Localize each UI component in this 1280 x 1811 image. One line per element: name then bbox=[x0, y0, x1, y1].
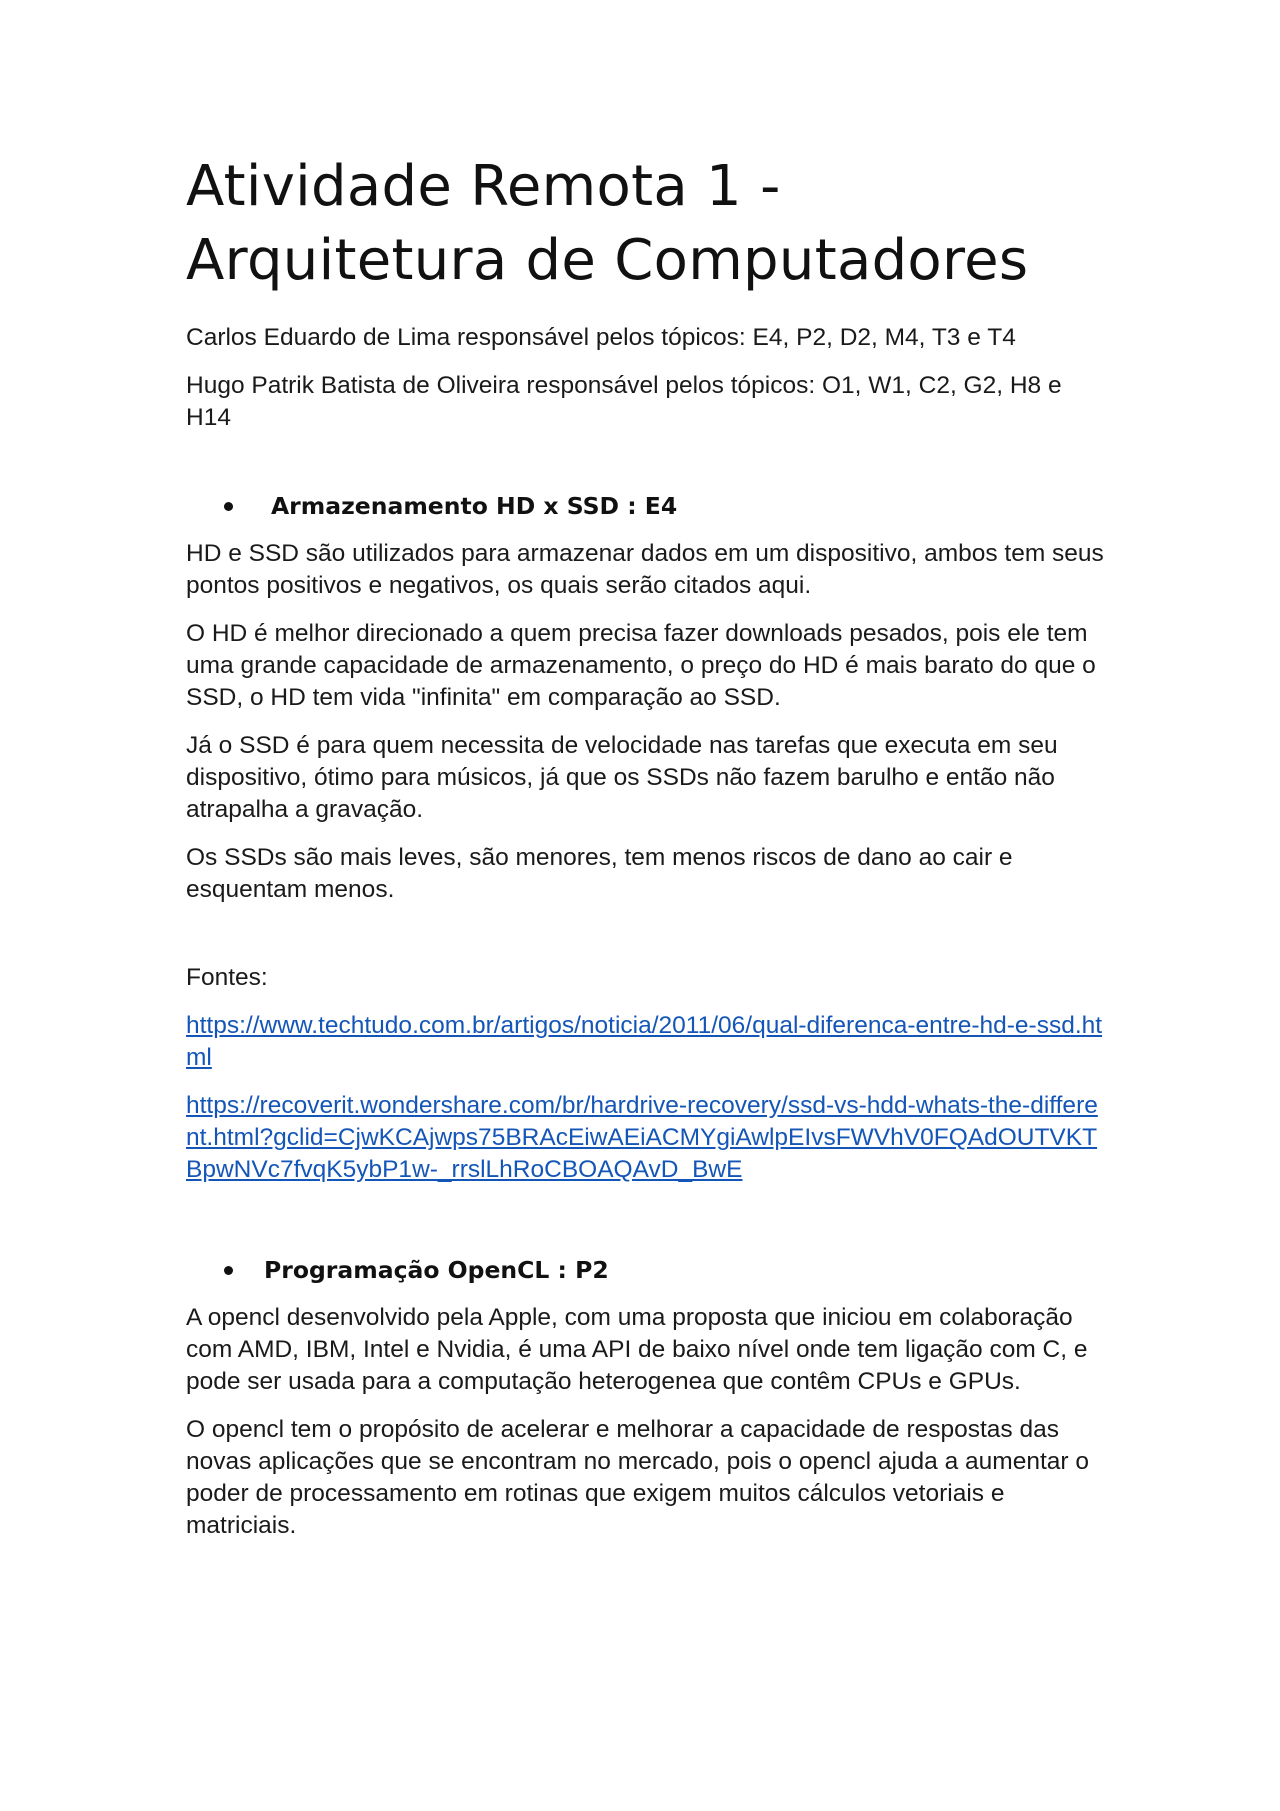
vertical-spacer bbox=[186, 1202, 1106, 1254]
vertical-spacer bbox=[186, 922, 1106, 962]
paragraph-opencl-intro: A opencl desenvolvido pela Apple, com uma proposta que iniciou em colaboração com AMD, IBM, Intel e Nvidia, é uma API de baixo nível onde tem ligação com C, e pode ser usada para a computação heterogenea que contêm CPUs e GPUs. bbox=[186, 1304, 1088, 1395]
document-title: Atividade Remota 1 - Arquitetura de Computadores bbox=[186, 154, 1029, 293]
author-line-hugo: Hugo Patrik Batista de Oliveira responsável pelos tópicos: O1, W1, C2, G2, H8 e H14 bbox=[186, 372, 1062, 431]
section-heading-hd-ssd bbox=[186, 490, 1106, 522]
vertical-spacer bbox=[186, 450, 1106, 490]
paragraph-hd-advantages: O HD é melhor direcionado a quem precisa fazer downloads pesados, pois ele tem uma grande capacidade de armazenamento, o preço do HD é mais barato do que o SSD, o HD tem vida "infinita" em comparação ao SSD. bbox=[186, 620, 1096, 711]
section-heading-text: Armazenamento HD x SSD : E4 bbox=[271, 492, 678, 520]
source-link-wondershare[interactable]: https://recoverit.wondershare.com/br/hardrive-recovery/ssd-vs-hdd-whats-the-different.html?gclid=CjwKCAjwps75BRAcEiwAEiACMYgiAwlpEIvsFWVhV0FQAdOUTVKTBpwNVc7fvqK5ybP1w-_rrslLhRoCBOAQAvD_BwE bbox=[186, 1092, 1098, 1183]
section-heading-text: Programação OpenCL : P2 bbox=[264, 1256, 609, 1284]
author-line-carlos: Carlos Eduardo de Lima responsável pelos tópicos: E4, P2, D2, M4, T3 e T4 bbox=[186, 324, 1016, 351]
source-link-techtudo[interactable]: https://www.techtudo.com.br/artigos/noticia/2011/06/qual-diferenca-entre-hd-e-ssd.html bbox=[186, 1012, 1103, 1071]
bullet-icon bbox=[224, 1266, 233, 1275]
paragraph-ssd-benefits: Os SSDs são mais leves, são menores, tem menos riscos de dano ao cair e esquentam menos. bbox=[186, 844, 1013, 903]
bullet-icon bbox=[224, 502, 233, 511]
paragraph-opencl-purpose: O opencl tem o propósito de acelerar e melhorar a capacidade de respostas das novas aplicações que se encontram no mercado, pois o opencl ajuda a aumentar o poder de processamento em rotinas que exigem muitos cálculos vetoriais e matriciais. bbox=[186, 1416, 1089, 1539]
document-page bbox=[186, 150, 1106, 1558]
sources-label: Fontes: bbox=[186, 964, 268, 991]
section-heading-opencl bbox=[186, 1254, 1106, 1286]
paragraph-hd-ssd-intro: HD e SSD são utilizados para armazenar dados em um dispositivo, ambos tem seus pontos positivos e negativos, os quais serão citados aqui. bbox=[186, 540, 1104, 599]
paragraph-ssd-speed: Já o SSD é para quem necessita de velocidade nas tarefas que executa em seu dispositivo, ótimo para músicos, já que os SSDs não fazem barulho e então não atrapalha a gravação. bbox=[186, 732, 1058, 823]
